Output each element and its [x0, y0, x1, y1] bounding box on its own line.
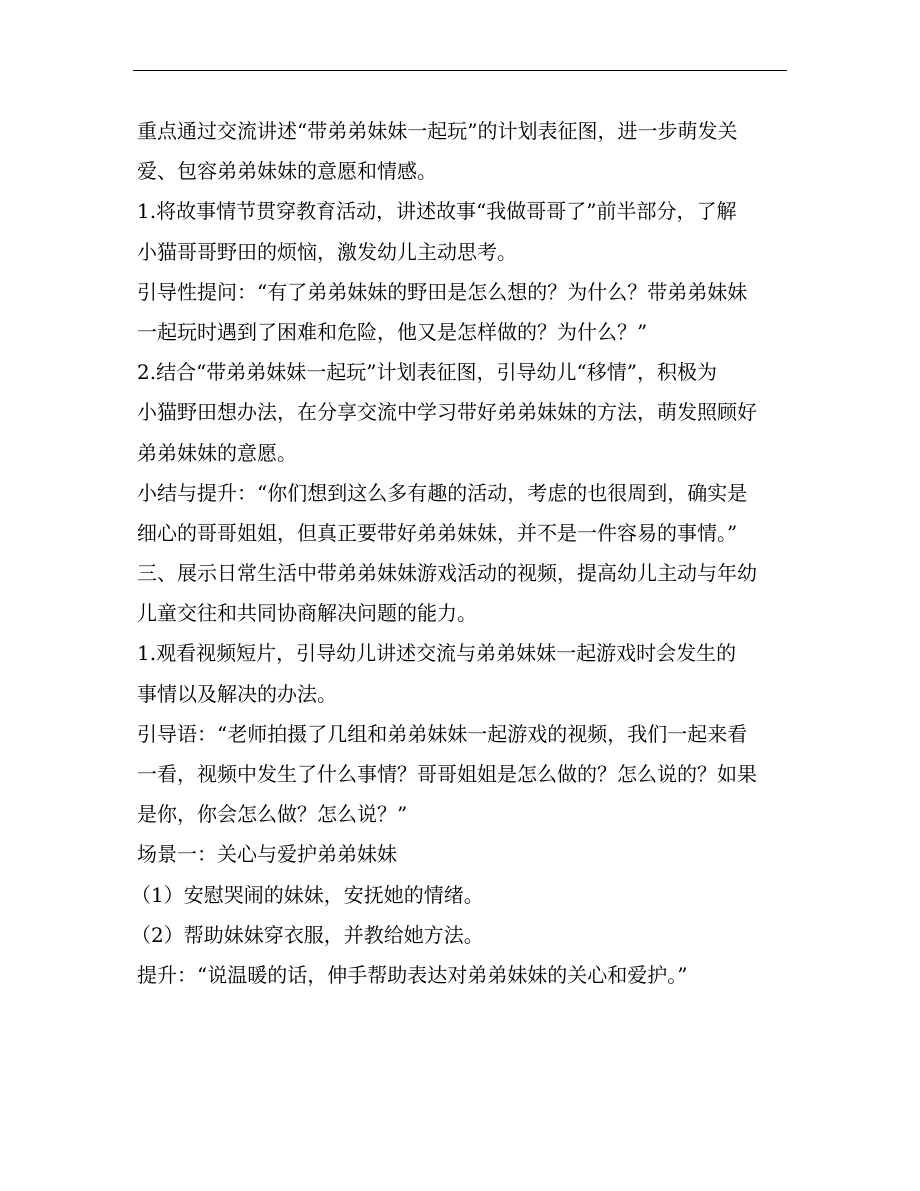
paragraph-1	[137, 111, 793, 191]
text-line: 细心的哥哥姐姐，但真正要带好弟弟妹妹，并不是一件容易的事情。”	[137, 520, 738, 545]
text-line: 小结与提升：“你们想到这么多有趣的活动，考虑的也很周到，确实是	[137, 480, 748, 505]
text-line: （1）安慰哭闹的妹妹，安抚她的情绪。	[131, 882, 484, 907]
text-line: 1.将故事情节贯穿教育活动，讲述故事“我做哥哥了”前半部分，了解	[137, 199, 737, 224]
text-line: 提升：“说温暖的话，伸手帮助表达对弟弟妹妹的关心和爱护。”	[137, 962, 688, 987]
paragraph-4	[137, 352, 793, 473]
text-line: 引导性提问：“有了弟弟妹妹的野田是怎么想的？为什么？带弟弟妹妹	[137, 279, 748, 304]
text-line: 一看，视频中发生了什么事情？哥哥姐姐是怎么做的？怎么说的？如果	[137, 762, 757, 786]
text-line: （2）帮助妹妹穿衣服，并教给她方法。	[131, 922, 484, 947]
text-line: 儿童交往和共同协商解决问题的能力。	[137, 601, 477, 626]
text-line: 三、展示日常生活中带弟弟妹妹游戏活动的视频，提高幼儿主动与年幼	[137, 561, 757, 586]
scene-item-1	[131, 875, 793, 915]
text-line: 重点通过交流讲述“带弟弟妹妹一起玩”的计划表征图，进一步萌发关	[137, 119, 738, 143]
document-body	[131, 111, 793, 995]
scene-item-2	[131, 915, 793, 955]
text-line: 引导语：“老师拍摄了几组和弟弟妹妹一起游戏的视频，我们一起来看	[137, 721, 748, 746]
text-line: 1.观看视频短片，引导幼儿讲述交流与弟弟妹妹一起游戏时会发生的	[137, 641, 737, 666]
paragraph-3	[137, 272, 793, 352]
text-line: 场景一：关心与爱护弟弟妹妹	[137, 842, 397, 867]
scene-title	[137, 834, 793, 874]
text-line: 弟弟妹妹的意愿。	[137, 440, 297, 465]
header-rule	[133, 70, 787, 71]
paragraph-8	[137, 714, 793, 835]
text-line: 小猫野田想办法，在分享交流中学习带好弟弟妹妹的方法，萌发照顾好	[137, 400, 757, 425]
paragraph-12	[137, 955, 793, 995]
paragraph-5	[137, 473, 793, 553]
text-line: 是你，你会怎么做？怎么说？”	[137, 802, 408, 827]
text-line: 小猫哥哥野田的烦恼，激发幼儿主动思考。	[137, 239, 517, 264]
paragraph-7	[137, 633, 793, 713]
text-line: 一起玩时遇到了困难和危险，他又是怎样做的？为什么？”	[137, 319, 648, 344]
section-heading-3	[137, 553, 793, 633]
text-line: 事情以及解决的办法。	[137, 681, 337, 706]
paragraph-2	[137, 191, 793, 271]
text-line: 爱、包容弟弟妹妹的意愿和情感。	[137, 159, 437, 184]
text-line: 2.结合“带弟弟妹妹一起玩”计划表征图，引导幼儿“移情”，积极为	[137, 360, 717, 385]
